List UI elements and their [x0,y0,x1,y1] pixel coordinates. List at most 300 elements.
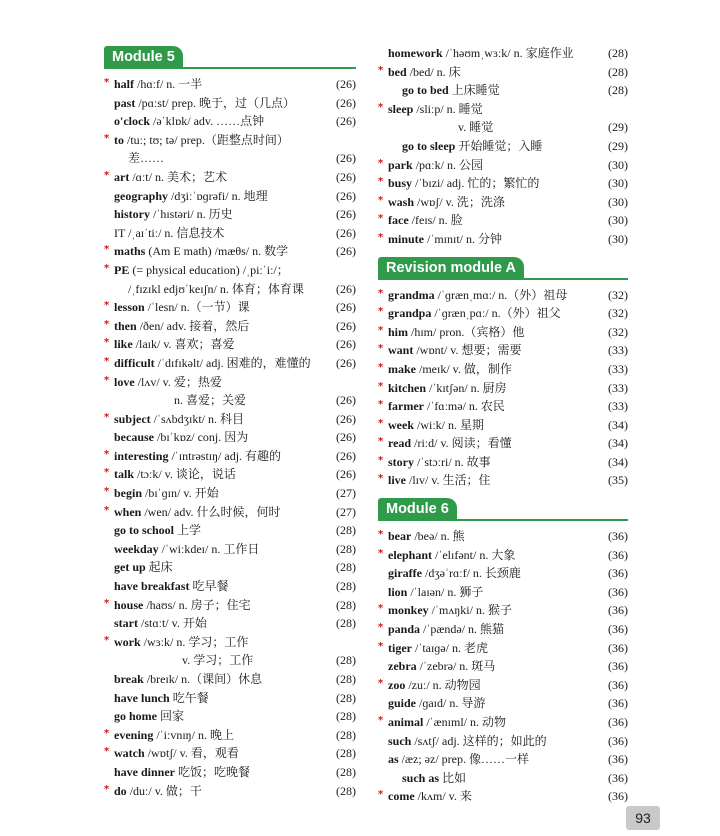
headword: animal [388,715,424,729]
page-reference: (28) [336,597,356,612]
definition: /ˈiːvnɪŋ/ n. 晚上 [156,727,234,742]
definition: /laɪk/ v. 喜欢；喜爱 [135,337,235,352]
star-icon: * [378,715,384,726]
vocab-entry [104,577,356,596]
module-title: Module 6 [378,498,457,521]
entry-text [388,546,598,565]
star-icon: * [104,504,110,516]
definition: /bed/ n. 床 [409,64,461,79]
module-title: Revision module A [378,257,524,280]
page-reference: (28) [336,690,356,705]
headword: tiger [388,640,412,655]
headword: zebra [388,659,417,674]
definition: 吃饭；吃晚餐 [178,764,251,779]
page-reference: (30) [608,194,628,209]
headword: farmer [388,399,424,414]
vocab-entry [378,750,628,769]
headword: as [388,752,399,767]
entry-text [388,713,598,732]
revision-word-list [378,286,628,491]
entry-text [114,428,326,447]
page-reference: (28) [336,653,356,668]
entry-text [114,280,326,299]
headword: evening [114,727,154,742]
definition: /ɡaɪd/ n. 导游 [419,696,486,711]
definition: 吃午餐 [172,690,209,705]
vocab-entry [378,434,628,453]
page-reference: (36) [608,603,628,618]
star-icon: * [378,622,384,634]
headword: go home [114,709,157,724]
page-reference: (34) [608,417,628,432]
entry-text [388,341,598,360]
definition: /ˈpændə/ n. 熊猫 [423,622,505,637]
page-reference: (26) [336,207,356,222]
vocab-entry [104,726,356,745]
page-reference: (36) [608,715,628,729]
star-icon: * [378,176,384,188]
definition: /pɑːst/ prep. 晚于，过（几点） [138,95,295,110]
vocab-entry [378,304,628,323]
vocab-entry [378,397,628,416]
page-reference: (34) [608,454,628,469]
definition: /ˈɪntrəstɪŋ/ adj. 有趣的 [171,448,282,463]
entry-text [114,335,326,354]
star-icon: * [104,411,110,423]
star-icon: * [378,473,384,485]
definition: /ˈdɪfɪkəlt/ adj. 困难的，难懂的 [157,355,311,370]
entry-text [388,564,598,583]
headword: story [388,454,414,469]
vocab-entry [104,744,356,763]
headword: monkey [388,603,429,618]
vocab-entry [378,787,628,806]
headword: face [388,213,409,228]
vocab-entry [104,540,356,559]
headword: elephant [388,547,433,562]
entry-text [388,304,598,323]
module-6-word-list [378,527,628,806]
definition: /əˈklɒk/ adv. ……点钟 [153,114,265,129]
headword: half [114,77,135,91]
vocab-entry [104,298,356,317]
definition: /ˈkɪtʃən/ n. 厨房 [429,380,507,395]
entry-text [388,100,598,119]
vocab-entry [378,137,628,156]
star-icon: * [104,132,110,144]
definition: /ˌfɪzɪkl edjʊˈkeɪʃn/ n. 体育；体育课 [128,281,304,296]
vocab-entry [104,763,356,782]
headword: sleep [388,101,414,116]
headword: art [114,169,130,184]
star-icon: * [104,244,110,256]
left-column [104,44,356,800]
definition: /ˈlesn/ n.（一节）课 [147,300,250,315]
vocab-entry [378,620,628,639]
definition: 上学 [177,523,202,538]
star-icon: * [104,467,110,479]
star-icon: * [104,746,110,758]
page-reference: (35) [608,473,628,488]
definition: /bɪˈɡɪn/ v. 开始 [145,486,219,501]
vocab-entry [104,317,356,336]
headword: zoo [388,677,406,692]
page-reference: (36) [608,752,628,767]
entry-text [114,689,326,708]
headword: to [114,132,124,147]
entry-text [388,397,598,416]
definition: /ˈelɪfənt/ n. 大象 [435,547,516,562]
vocab-entry [104,112,356,131]
headword: bear [388,529,412,544]
definition: 开始睡觉；入睡 [458,138,543,153]
headword: geography [114,188,168,203]
definition: /dʒiːˈɒɡrəfi/ n. 地理 [171,188,268,203]
definition: 起床 [148,560,173,575]
headword: subject [114,411,151,426]
vocab-entry [104,242,356,261]
page-reference: (28) [608,64,628,79]
star-icon: * [378,417,384,429]
definition: (= physical education) /ˌpiːˈiː/； [132,262,289,277]
entry-text [388,471,598,490]
entry-text [114,298,326,317]
vocab-entry [104,354,356,373]
headword: when [114,504,142,519]
definition: v. 睡觉 [458,120,494,135]
star-icon: * [104,448,110,460]
vocab-entry [104,428,356,447]
headword: lesson [114,300,145,315]
entry-text [388,694,598,713]
definition: /ðen/ adv. 接着，然后 [139,318,250,333]
definition: 差…… [128,151,165,166]
entry-text [114,242,326,261]
entry-text [114,726,326,745]
headword: break [114,672,144,686]
page-reference: (26) [336,114,356,129]
entry-text [388,118,598,137]
page-reference: (36) [608,733,628,748]
page-reference: (32) [608,306,628,321]
definition: /ˈhəʊmˌwɜːk/ n. 家庭作业 [445,46,574,60]
page-reference: (36) [608,547,628,562]
headword: week [388,417,414,432]
entry-text [114,744,326,763]
vocab-entry [104,335,356,354]
star-icon: * [104,262,110,274]
header-rule [378,278,628,280]
page-reference: (26) [336,188,356,203]
definition: /duː/ v. 做；干 [129,783,202,798]
vocab-entry [104,651,356,670]
page-reference: (26) [336,225,356,240]
star-icon: * [378,157,384,169]
headword: start [114,616,138,631]
page-reference: (36) [608,696,628,711]
headword: live [388,473,406,488]
definition: /ˈstɔːri/ n. 故事 [417,454,491,469]
definition: /ˈɡrænˌpɑː/ n.（外）祖父 [434,306,561,321]
entry-text [114,596,326,615]
headword: grandpa [388,306,432,321]
entry-text [114,317,326,336]
entry-text [114,94,326,113]
page-reference: (27) [336,486,356,501]
headword: like [114,337,133,352]
entry-text [388,639,598,658]
headword: go to school [114,523,174,538]
headword: have lunch [114,690,170,705]
star-icon: * [104,783,110,795]
page-reference: (36) [608,770,628,785]
vocab-entry [378,769,628,788]
vocab-entry [104,187,356,206]
vocab-entry [104,596,356,615]
entry-text [114,149,326,168]
headword: want [388,343,414,358]
star-icon: * [378,306,384,318]
definition: /pɑːk/ n. 公园 [415,157,483,172]
definition: /lɪv/ v. 生活；住 [409,473,491,488]
headword: go to sleep [402,138,456,153]
star-icon: * [104,337,110,349]
headword: bed [388,64,407,79]
module-title: Module 5 [104,46,183,69]
headword: wash [388,194,415,209]
entry-text [388,44,598,63]
definition: /hɪm/ pron.（宾格）他 [411,324,525,339]
entry-text [388,193,598,212]
module-5-word-list [104,75,356,800]
star-icon: * [378,399,384,411]
star-icon: * [378,547,384,559]
page-reference: (26) [336,337,356,352]
page-reference: (27) [336,504,356,519]
page-reference: (28) [336,541,356,556]
vocab-entry [378,657,628,676]
entry-text [114,447,326,466]
entry-text [114,261,326,280]
entry-text [388,732,598,751]
entry-text [388,787,598,806]
definition: /wɒnt/ v. 想要；需要 [416,343,522,358]
page-reference: (30) [608,231,628,246]
headword: homework [388,46,443,60]
headword: do [114,783,127,798]
revision-module-a-header [378,257,628,280]
vocab-entry [104,149,356,168]
page-reference: (28) [336,616,356,631]
page-reference: (34) [608,436,628,451]
headword: read [388,436,412,451]
definition: /wɜːk/ n. 学习；工作 [143,634,249,649]
star-icon: * [378,287,384,299]
vocab-entry [378,416,628,435]
star-icon: * [378,454,384,466]
star-icon: * [378,213,384,225]
headword: interesting [114,448,169,463]
page-reference: (30) [608,176,628,191]
vocab-entry [104,782,356,801]
vocab-entry [378,341,628,360]
page-reference: (28) [336,579,356,594]
page-reference: (36) [608,789,628,804]
entry-text [114,391,326,410]
vocab-entry [104,521,356,540]
page-reference: (33) [608,399,628,414]
definition: /ˈbɪzi/ adj. 忙的；繁忙的 [415,176,540,191]
entry-text [114,224,326,243]
vocab-entry [378,732,628,751]
vocab-entry [378,379,628,398]
headword: make [388,361,416,376]
star-icon: * [378,789,384,801]
vocab-entry [378,453,628,472]
vocab-entry [378,546,628,565]
page-reference: (32) [608,287,628,302]
definition: IT /ˌaɪˈtiː/ n. 信息技术 [114,225,225,240]
entry-text [388,63,598,82]
star-icon: * [104,318,110,330]
page-reference: (36) [608,659,628,674]
entry-text [388,657,598,676]
definition: /æz; əz/ prep. 像……一样 [401,752,529,767]
page-reference: (26) [336,151,356,166]
definition: /wiːk/ n. 星期 [417,417,485,432]
definition: /hɑːf/ n. 一半 [137,77,203,91]
vocab-entry [104,503,356,522]
star-icon: * [378,194,384,206]
page-reference: (32) [608,324,628,339]
page-reference: (30) [608,213,628,228]
star-icon: * [378,101,384,113]
definition: /ˈsʌbdʒɪkt/ n. 科目 [153,411,245,426]
vocab-entry [378,211,628,230]
headword: PE [114,262,130,277]
entry-text [388,453,598,472]
page-reference: (28) [336,727,356,742]
page-reference: (26) [336,355,356,370]
headword: busy [388,176,413,191]
definition: /ˈwiːkdeɪ/ n. 工作日 [161,541,260,556]
entry-text [388,379,598,398]
vocab-entry [104,633,356,652]
definition: /wɒʃ/ v. 洗；洗涤 [417,194,505,209]
definition: 上床睡觉 [451,83,500,98]
entry-text [114,465,326,484]
page-reference: (29) [608,120,628,135]
headword: watch [114,746,145,761]
definition: 回家 [160,709,185,724]
vocab-entry [378,118,628,137]
entry-text [114,633,326,652]
headword: panda [388,622,421,637]
definition: /sʌtʃ/ adj. 这样的；如此的 [414,733,547,748]
headword: kitchen [388,380,427,395]
headword: then [114,318,137,333]
entry-text [114,187,326,206]
definition: /ˈɡrænˌmɑː/ n.（外）祖母 [437,287,568,302]
headword: such [388,733,412,748]
vocab-entry [104,373,356,392]
entry-text [114,205,326,224]
definition: /beə/ n. 熊 [414,529,465,544]
headword: guide [388,696,417,711]
entry-text [388,750,598,769]
star-icon: * [378,324,384,336]
definition: /meɪk/ v. 做，制作 [419,361,512,376]
headword: grandma [388,287,435,302]
page-reference: (26) [336,318,356,333]
vocab-entry [378,230,628,249]
vocab-entry [378,527,628,546]
headword: lion [388,584,408,599]
entry-text [388,323,598,342]
page-reference: (29) [608,138,628,153]
vocab-entry [104,558,356,577]
page-reference: (26) [336,467,356,482]
vocab-entry [104,484,356,503]
page-reference: (30) [608,157,628,172]
page-reference: (26) [336,448,356,463]
page-reference: (28) [336,764,356,779]
vocab-entry [104,707,356,726]
entry-text [114,614,326,633]
star-icon: * [378,380,384,392]
entry-text [388,527,598,546]
headword: talk [114,467,135,482]
definition: /bɪˈkɒz/ conj. 因为 [157,430,249,445]
definition: v. 学习；工作 [182,653,254,668]
page-reference: (26) [336,281,356,296]
vocab-entry [378,323,628,342]
entry-text [388,286,598,305]
star-icon: * [378,231,384,243]
vocab-entry [378,44,628,63]
headword: have dinner [114,764,176,779]
definition: /ˈhɪstəri/ n. 历史 [153,207,233,222]
page-reference: (26) [336,393,356,408]
entry-text [388,211,598,230]
entry-text [114,707,326,726]
vocab-entry [378,360,628,379]
headword: such as [402,770,440,785]
vocab-entry [378,639,628,658]
vocab-entry [378,156,628,175]
definition: /breɪk/ n.（课间）休息 [146,672,263,686]
page-reference: (28) [336,746,356,761]
entry-text [114,670,326,689]
headword: him [388,324,409,339]
vocab-entry [104,391,356,410]
headword: work [114,634,141,649]
entry-text [388,156,598,175]
vocab-entry [378,174,628,193]
definition: /zuː/ n. 动物园 [408,677,481,692]
vocab-entry [104,280,356,299]
page-reference: (28) [608,83,628,98]
entry-text [114,503,326,522]
definition: /ˈænɪml/ n. 动物 [426,715,507,729]
definition: n. 喜爱；关爱 [174,393,247,408]
page-reference: (26) [336,411,356,426]
definition: /ˈmɪnɪt/ n. 分钟 [427,231,503,246]
headword: go to bed [402,83,449,98]
definition: /wɒtʃ/ v. 看，观看 [147,746,239,761]
entry-text [114,168,326,187]
page-reference: (28) [336,523,356,538]
